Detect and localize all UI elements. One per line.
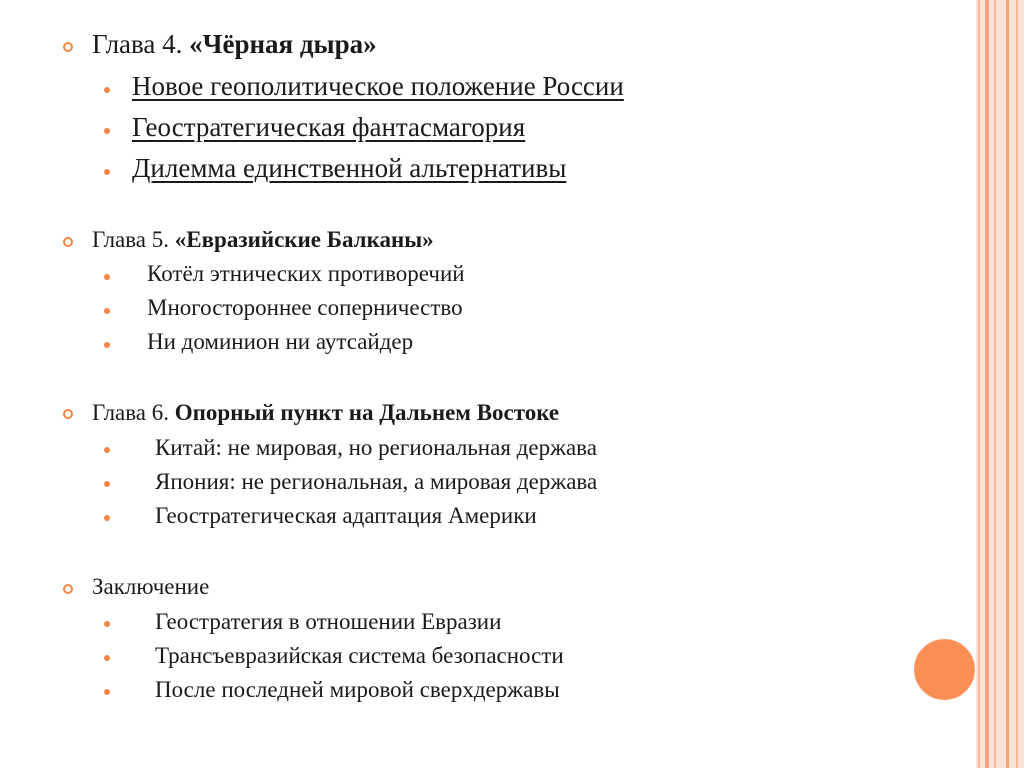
chapter-prefix: Заключение [92,574,210,599]
list-item[interactable] [132,71,624,102]
chapter-prefix: Глава 5. [92,227,170,252]
ring-bullet-icon [63,237,73,247]
list-item: Трансъевразийская система безопасности [155,643,564,668]
dot-bullet-icon [104,481,110,487]
link-text[interactable]: Дилемма единственной альтернативы [132,153,567,183]
chapter-heading [92,227,434,253]
edge-stripe [1016,0,1018,768]
chapter-heading [92,29,377,60]
dot-bullet-icon [104,308,110,314]
link-text[interactable]: Новое геополитическое положение России [132,71,624,101]
dot-bullet-icon [104,447,110,453]
dot-bullet-icon [104,128,110,134]
dot-bullet-icon [104,342,110,348]
ring-bullet-icon [63,409,73,419]
chapter-heading [92,574,209,600]
chapter-title: Опорный пункт на Дальнем Востоке [174,400,560,425]
list-item: Ни доминион ни аутсайдер [147,329,414,354]
edge-stripe [1006,0,1009,768]
chapter-prefix: Глава 4. [92,29,183,59]
list-item: Япония: не региональная, а мировая держава [155,469,598,494]
dot-bullet-icon [104,621,110,627]
dot-bullet-icon [104,274,110,280]
dot-bullet-icon [104,87,110,93]
chapter-title: «Чёрная дыра» [189,29,377,59]
ring-bullet-icon [63,42,73,52]
dot-bullet-icon [104,689,110,695]
ring-bullet-icon [63,584,73,594]
chapter-title: «Евразийские Балканы» [174,227,434,252]
link-text[interactable]: Геостратегическая фантасмагория [132,112,526,142]
list-item: Геостратегия в отношении Евразии [155,609,502,634]
dot-bullet-icon [104,169,110,175]
list-item[interactable] [132,112,525,143]
dot-bullet-icon [104,515,110,521]
dot-bullet-icon [104,655,110,661]
list-item: Котёл этнических противоречий [147,261,465,286]
edge-stripe [994,0,996,768]
decorative-orange-circle [914,639,975,700]
chapter-prefix: Глава 6. [92,400,170,425]
list-item[interactable] [132,153,566,184]
edge-stripe [985,0,989,768]
list-item: Китай: не мировая, но региональная держава [155,435,597,460]
list-item: Многостороннее соперничество [147,295,463,320]
edge-stripe [978,0,980,768]
chapter-heading [92,400,559,426]
list-item: После последней мировой сверхдержавы [155,677,560,702]
list-item: Геостратегическая адаптация Америки [155,503,537,528]
